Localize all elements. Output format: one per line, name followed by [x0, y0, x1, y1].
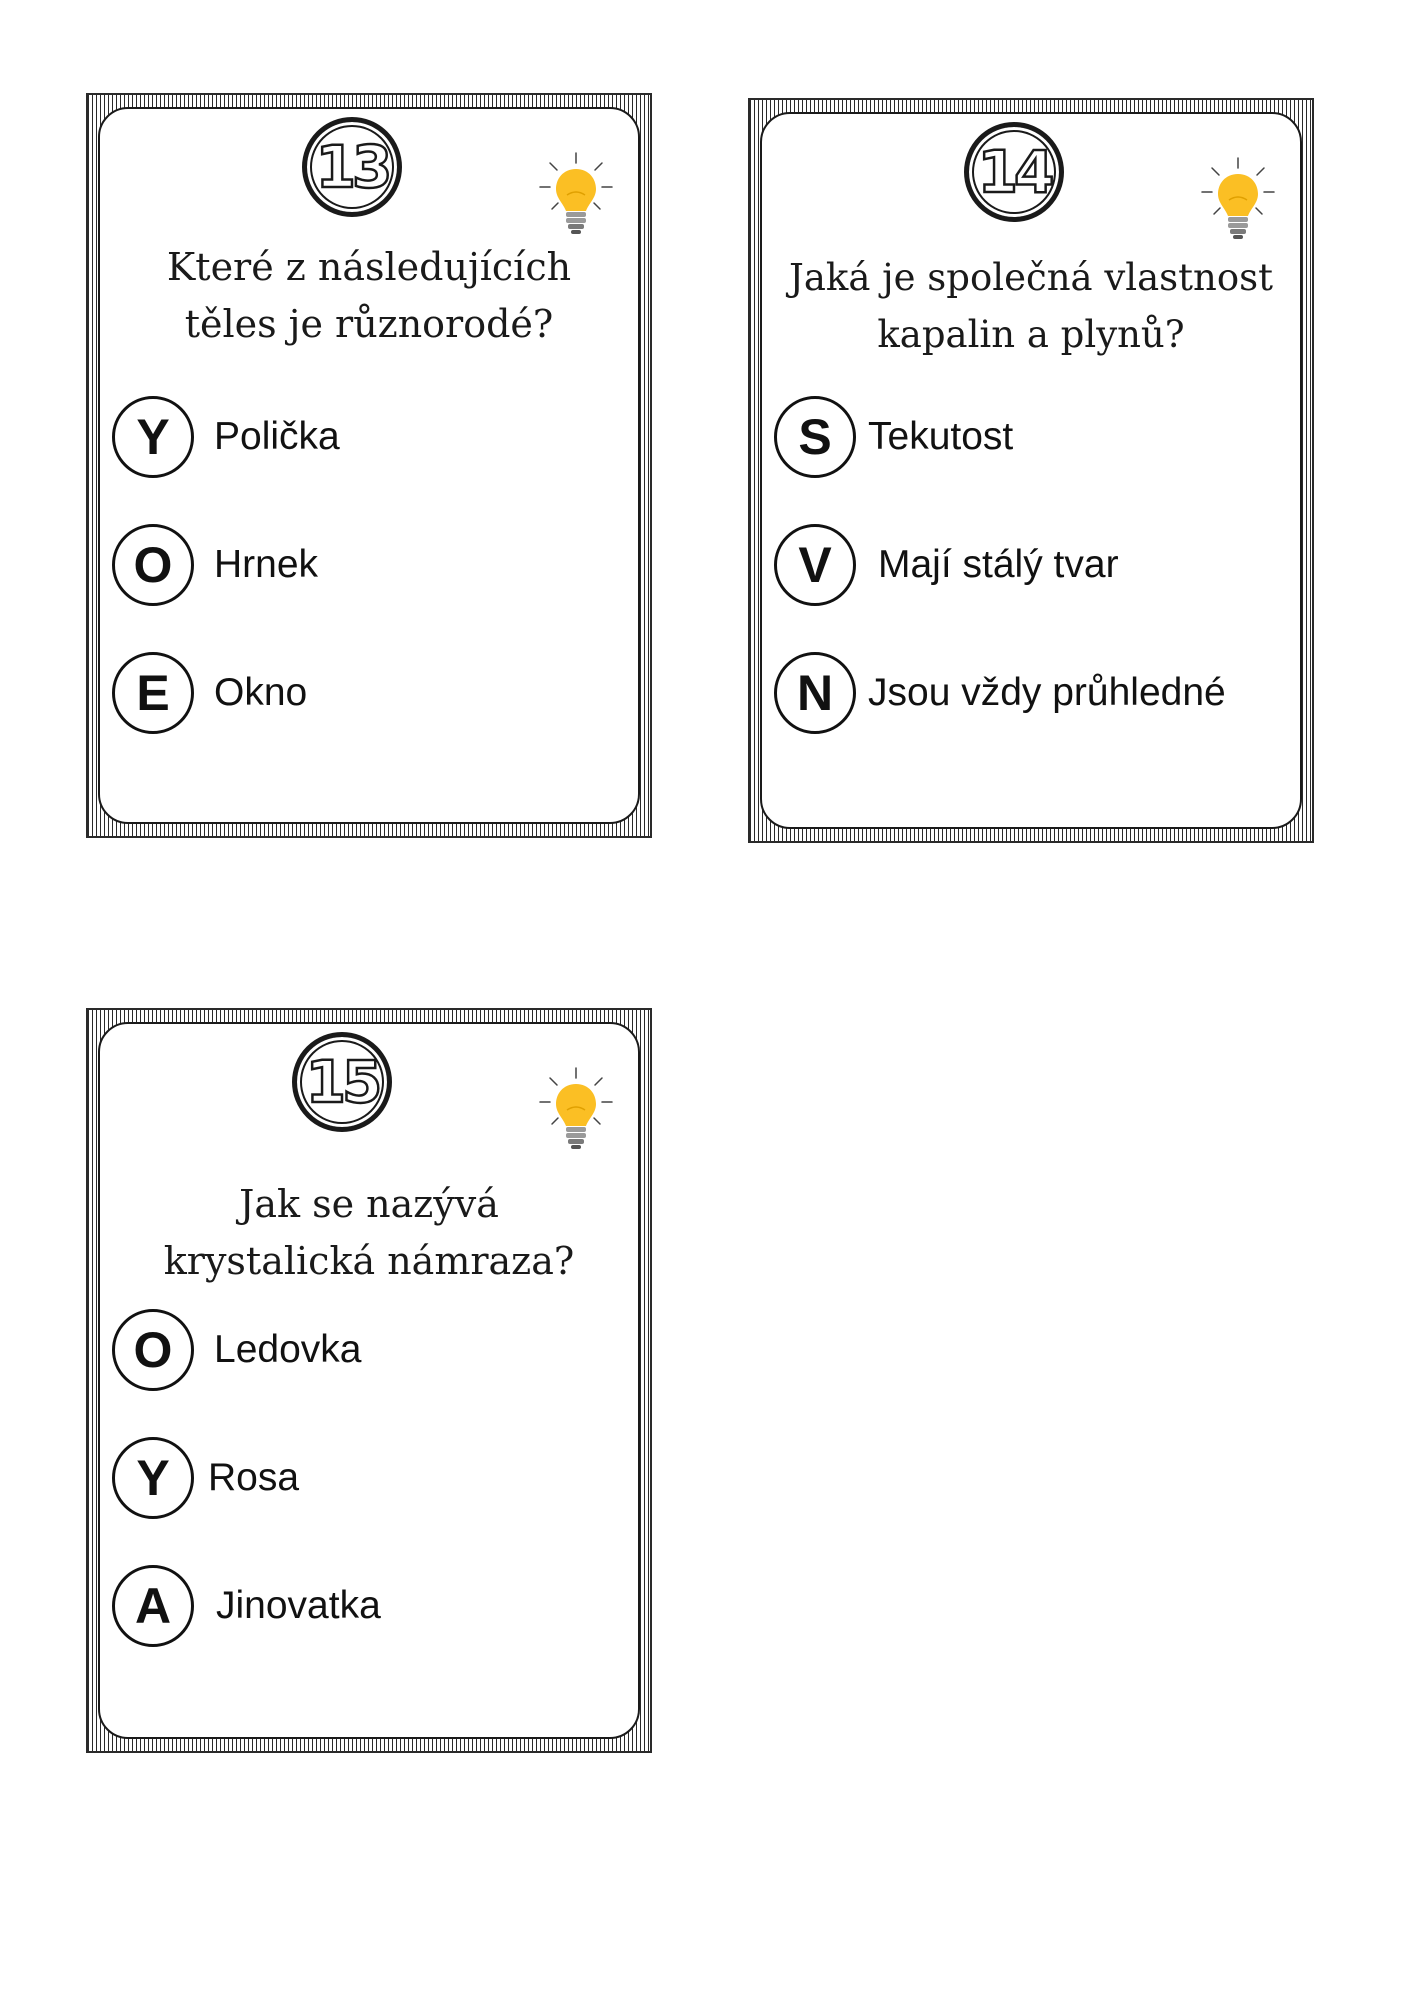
- option-text: Jinovatka: [216, 1584, 381, 1627]
- option-letter: O: [112, 524, 194, 606]
- card-panel: [98, 1022, 640, 1739]
- option-text: Ledovka: [214, 1328, 362, 1371]
- option-text: Okno: [214, 671, 308, 714]
- answer-option[interactable]: [112, 1435, 299, 1521]
- question-text: [110, 239, 628, 353]
- answer-option[interactable]: [774, 394, 1013, 480]
- card-panel: [760, 112, 1302, 829]
- option-letter: Y: [112, 396, 194, 478]
- lightbulb-icon: [536, 1066, 616, 1156]
- option-letter: V: [774, 524, 856, 606]
- option-text: Hrnek: [214, 543, 319, 586]
- option-text: Jsou vždy průhledné: [868, 671, 1226, 714]
- quiz-card-14: [748, 98, 1314, 843]
- option-text: Tekutost: [868, 415, 1014, 458]
- card-number: 13: [302, 117, 402, 217]
- option-text: Mají stálý tvar: [878, 543, 1119, 586]
- answer-option[interactable]: [112, 1563, 381, 1649]
- answer-option[interactable]: [774, 522, 1119, 608]
- option-letter: A: [112, 1565, 194, 1647]
- option-letter: S: [774, 396, 856, 478]
- card-number: 14: [964, 122, 1064, 222]
- option-letter: O: [112, 1309, 194, 1391]
- card-number: 15: [292, 1032, 392, 1132]
- answer-option[interactable]: [112, 1307, 361, 1393]
- answer-option[interactable]: [774, 650, 1226, 736]
- option-letter: E: [112, 652, 194, 734]
- option-text: Polička: [214, 415, 340, 458]
- answer-option[interactable]: [112, 650, 307, 736]
- answer-option[interactable]: [112, 394, 340, 480]
- option-letter: N: [774, 652, 856, 734]
- question-line: kapalin a plynů?: [877, 313, 1185, 356]
- question-text: [764, 249, 1298, 363]
- answer-option[interactable]: [112, 522, 318, 608]
- card-panel: [98, 107, 640, 824]
- lightbulb-icon: [1198, 156, 1278, 246]
- option-letter: Y: [112, 1437, 194, 1519]
- option-text: Rosa: [208, 1456, 300, 1499]
- question-line: těles je různorodé?: [184, 302, 554, 346]
- question-line: Jak se nazývá: [239, 1182, 499, 1226]
- lightbulb-icon: [536, 151, 616, 241]
- question-line: krystalická námraza?: [163, 1239, 575, 1283]
- question-line: Jaká je společná vlastnost: [789, 256, 1273, 299]
- quiz-card-13: [86, 93, 652, 838]
- question-line: Které z následujících: [166, 245, 572, 289]
- quiz-card-15: [86, 1008, 652, 1753]
- question-text: [110, 1176, 628, 1290]
